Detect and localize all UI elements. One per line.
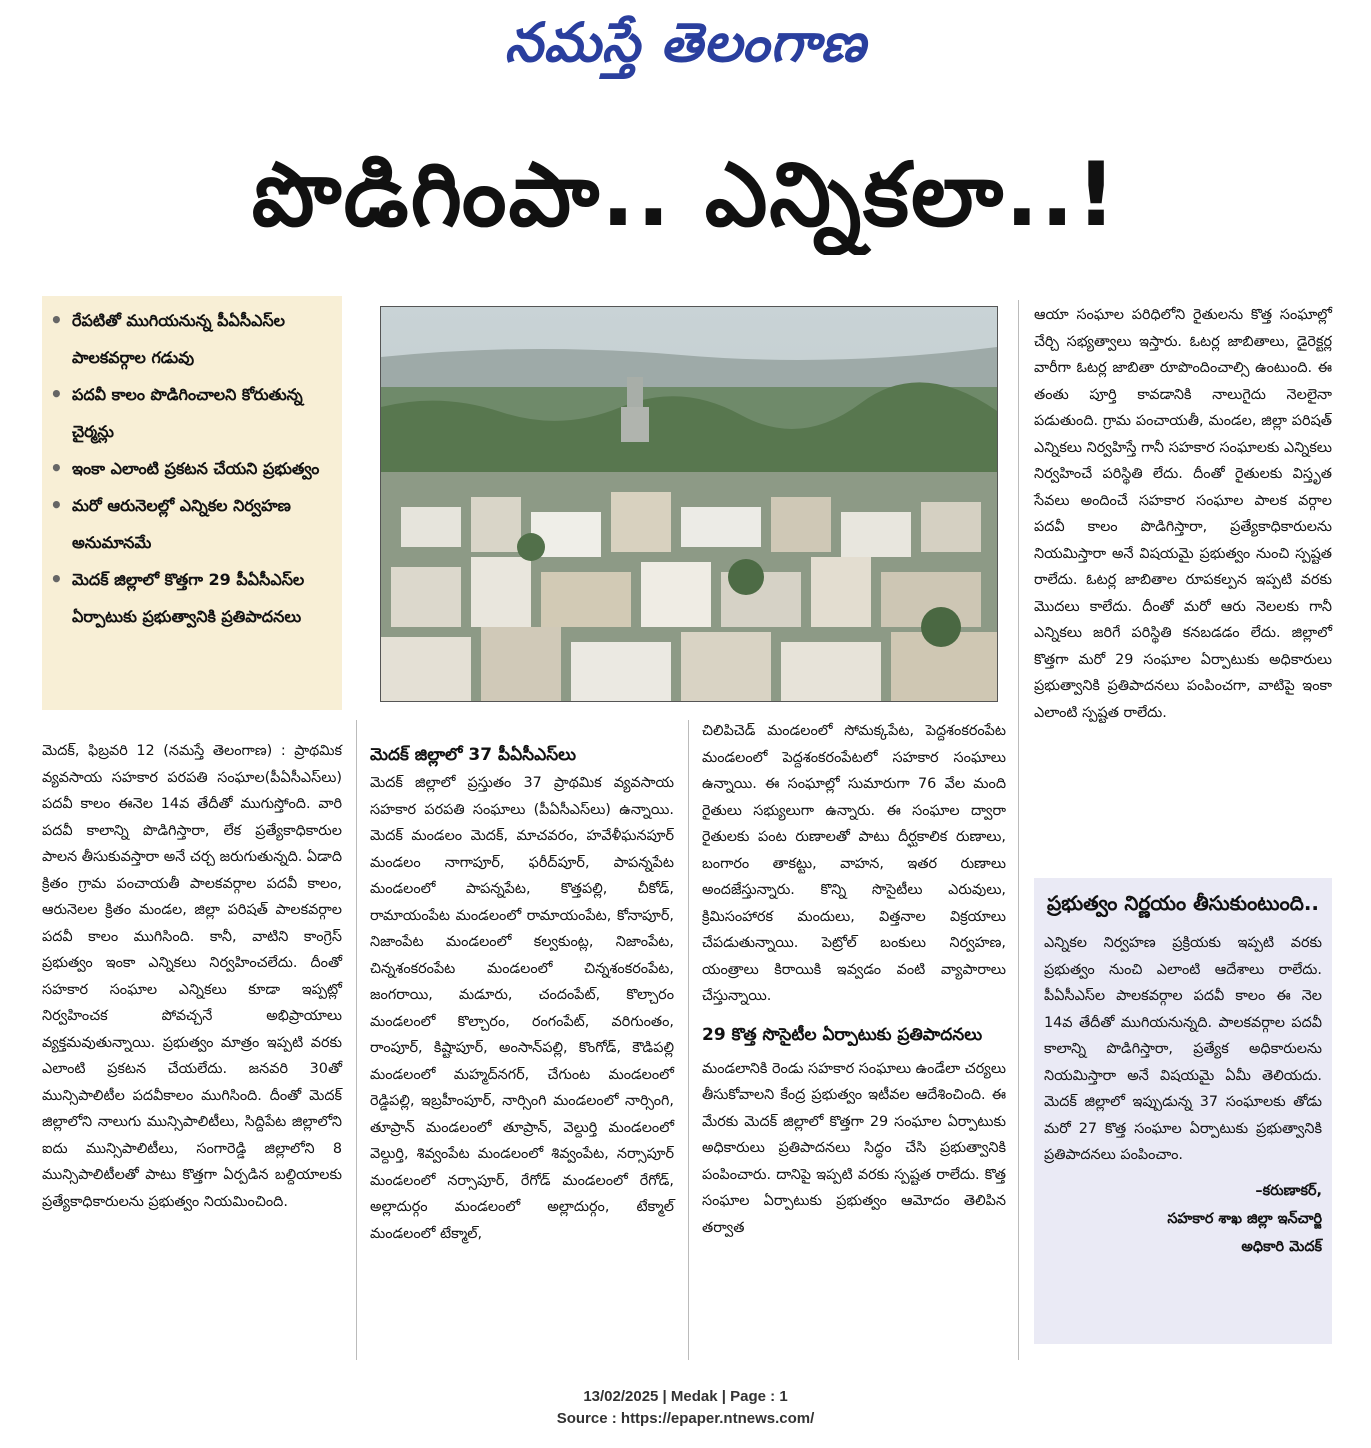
subheading: మెదక్‌ జిల్లాలో 37 పీఏసీఎస్‌లు [370, 745, 577, 765]
footer-source-link[interactable]: Source : https://epaper.ntnews.com/ [556, 1410, 815, 1427]
highlight-item: • పదవీ కాలం పొడిగించాలని కోరుతున్న చైర్మన్లు [48, 376, 336, 450]
highlight-item: • మరో ఆరునెలల్లో ఎన్నికల నిర్వహణ అనుమానమే [48, 487, 336, 561]
page-footer [0, 1386, 1371, 1430]
quote-box [1034, 878, 1332, 1344]
medak-town-image [381, 307, 997, 701]
column-divider [356, 720, 357, 1360]
article-column-4 [1034, 302, 1332, 726]
article-paragraph: చిలిపిచెడ్‌ మండలంలో సోమక్కపేట, పెద్దశంకరంపేట మండలంలో పెద్దశంకరంపేటలో సహకార సంఘాలు ఉన్నాయి. ఈ సంఘాల్లో సుమారుగా 76 వేల మంది రైతులు సభ్యులుగా ఉన్నారు. ఈ సంఘాల ద్వారా రైతులకు పంట రుణాలతో పాటు దీర్ఘకాలిక రుణాలు, బంగారం తాకట్టు, వాహన, ఇతర రుణాలు అందజేస్తున్నారు. కొన్ని సొసైటీలు ఎరువులు, క్రిమిసంహారక మందులు, విత్తనాల విక్రయాలు చేపడుతున్నాయి. పెట్రోల్‌ బంకులు నిర్వహణ, యంత్రాలు కిరాయికి ఇవ్వడం వంటి వ్యాపారాలు చేస్తున్నాయి. [702, 723, 1006, 1004]
article-paragraph: మెదక్‌ జిల్లాలో ప్రస్తుతం 37 ప్రాథమిక వ్యవసాయ సహకార పరపతి సంఘాలు (పీఏసీఎస్‌లు) ఉన్నాయి. మెదక్‌ మండలం మెదక్‌, మాచవరం, హవేళీఘనపూర్‌ మండలం నాగాపూర్‌, ఫరీద్‌పూర్‌, పాపన్నపేట మండలంలో పాపన్నపేట, కొత్తపల్లి, చీకోడ్‌, రామాయంపేట మండలంలో రామాయంపేట, కోనాపూర్‌, నిజాంపేట మండలంలో కల్వకుంట్ల, నిజాంపేట, చిన్నశంకరంపేట మండలంలో చిన్నశంకరంపేట, జంగరాయి, మడూరు, చందంపేట్‌, కొల్చారం మండలంలో కొల్చారం, రంగంపేట్‌, వరిగుంతం, రాంపూర్‌, కిష్టాపూర్‌, అంసాన్‌పల్లి, కొంగోడ్‌, కౌడిపల్లి మండలంలో మహ్మద్‌నగర్‌, చేగుంట మండలంలో రెడ్డిపల్లి, ఇబ్రహీంపూర్‌, నార్సింగి మండలంలో నార్సింగి, తూప్రాన్‌ మండలంలో తూప్రాన్‌, వెల్దుర్తి మండలంలో వెల్దుర్తి, శివ్వంపేట మండలంలో శివ్వంపేట, నర్సాపూర్‌ మండలంలో నర్సాపూర్‌, రేగోడ్‌ మండలంలో రేగోడ్‌, అల్లాదుర్గం మండలంలో అల్లాదుర్గం, టేక్మాల్‌ మండలంలో టేక్మాల్‌, [370, 775, 674, 1242]
column-divider [688, 720, 689, 1360]
quote-signature-office: అధికారి మెదక్‌ [1241, 1238, 1322, 1255]
highlight-item: • ఇంకా ఎలాంటి ప్రకటన చేయని ప్రభుత్వం [48, 450, 336, 487]
headline: పొడిగింపా.. ఎన్నికలా..! [251, 143, 1119, 246]
highlights-box [42, 296, 342, 710]
highlight-item: • మెదక్‌ జిల్లాలో కొత్తగా 29 పీఏసీఎస్‌ల ఏర్పాటుకు ప్రభుత్వానికి ప్రతిపాదనలు [48, 561, 336, 635]
highlight-item: • రేపటితో ముగియనున్న పీఏసీఎస్‌ల పాలకవర్గాల గడువు [48, 302, 336, 376]
bullet-icon: • [50, 382, 63, 406]
town-photo [380, 306, 998, 702]
bullet-icon: • [50, 456, 63, 480]
bullet-icon: • [50, 493, 63, 517]
article-column-2 [370, 740, 674, 1247]
article-column-3 [702, 718, 1006, 1241]
article-paragraph: మెదక్‌, ఫిబ్రవరి 12 (నమస్తే తెలంగాణ) : ప్రాథమిక వ్యవసాయ సహకార పరపతి సంఘాల(పీఏసీఎస్‌లు) పదవీ కాలం ఈనెల 14వ తేదీతో ముగుస్తోంది. వారి పదవీ కాలాన్ని పొడిగిస్తారా, లేక ప్రత్యేకాధికారుల పాలన తీసుకువస్తారా అనే చర్చ జరుగుతున్నది. ఏడాది క్రితం గ్రామ పంచాయతీ పాలకవర్గాల పదవీ కాలం, ఆరునెలల క్రితం మండల, జిల్లా పరిషత్‌ పాలకవర్గాల పదవీ కాలం ముగిసింది. కానీ, వాటిని కాంగ్రెస్‌ ప్రభుత్వం ఇంకా ఎన్నికలు నిర్వహించలేదు. దీంతో సహకార సంఘాల ఎన్నికలు కూడా ఇప్పట్లో నిర్వహించక పోవచ్చనే అభిప్రాయాలు వ్యక్తమవుతున్నాయి. ప్రభుత్వం మాత్రం ఇప్పటి వరకు ఎలాంటి ప్రకటన చేయలేదు. జనవరి 30తో మున్సిపాలిటీల పదవీకాలం ముగిసింది. దీంతో మెదక్‌ జిల్లాలోని నాలుగు మున్సిపాలిటీలు, సిద్దిపేట జిల్లాలోని ఐదు మున్సిపాలిటీలు, సంగారెడ్డి జిల్లాలోని 8 మున్సిపాలిటీలతో పాటు కొత్తగా ఏర్పడిన బల్దియాలకు ప్రత్యేకాధికారులను ప్రభుత్వం నియమించింది. [42, 743, 342, 1210]
masthead-logo: నమస్తే తెలంగాణ [504, 11, 867, 74]
subheading: 29 కొత్త సొసైటీల ఏర్పాటుకు ప్రతిపాదనలు [702, 1024, 983, 1045]
article-column-1 [42, 738, 342, 1215]
quote-signature-title: సహకార శాఖ జిల్లా ఇన్‌చార్జి [1167, 1210, 1322, 1227]
article-paragraph: మండలానికి రెండు సహకార సంఘాలు ఉండేలా చర్యలు తీసుకోవాలని కేంద్ర ప్రభుత్వం ఇటీవల ఆదేశించింది. ఈ మేరకు మెదక్‌ జిల్లాలో కొత్తగా 29 సంఘాల ఏర్పాటుకు అధికారులు ప్రతిపాదనలు సిద్ధం చేసి ప్రభుత్వానికి పంపించారు. దానిపై ఇప్పటి వరకు స్పష్టత రాలేదు. కొత్త సంఘాల ఏర్పాటుకు ప్రభుత్వం ఆమోదం తెలిపిన తర్వాత [702, 1060, 1006, 1236]
article-paragraph: ఆయా సంఘాల పరిధిలోని రైతులను కొత్త సంఘాల్లో చేర్చి సభ్యత్వాలు ఇస్తారు. ఓటర్ల జాబితాలు, డైరెక్టర్ల వారీగా ఓటర్ల జాబితా రూపొందించాల్సి ఉంటుంది. ఈ తంతు పూర్తి కావడానికి నాలుగైదు నెలలైనా పడుతుంది. గ్రామ పంచాయతీ, మండల, జిల్లా పరిషత్‌ ఎన్నికలు నిర్వహిస్తే గానీ సహకార సంఘాలకు ఎన్నికలు నిర్వహించే పరిస్థితి లేదు. దీంతో రైతులకు విస్తృత సేవలు అందించే సహకార సంఘాల పాలక వర్గాల పదవీ కాలం పొడిగిస్తారా, ప్రత్యేకాధికారులను నియమిస్తారా అనే విషయమై ప్రభుత్వం నుంచి స్పష్టత రాలేదు. ఓటర్ల జాబితాల రూపకల్పన ఇప్పటి వరకు మొదలు కాలేదు. దీంతో మరో ఆరు నెలలకు గానీ ఎన్నికలు జరిగే పరిస్థితి కనబడడం లేదు. జిల్లాలో కొత్తగా మరో 29 సంఘాల ఏర్పాటుకు అధికారులు ప్రభుత్వానికి ప్రతిపాదనలు పంపించగా, వాటిపై ఇంకా ఎలాంటి స్పష్టత రాలేదు. [1034, 307, 1332, 721]
quote-signature-name: –కరుణాకర్‌, [1255, 1182, 1322, 1199]
quote-title: ప్రభుత్వం నిర్ణయం తీసుకుంటుంది.. [1046, 891, 1320, 915]
bullet-icon: • [50, 308, 63, 332]
footer-date-line: 13/02/2025 | Medak | Page : 1 [583, 1388, 788, 1405]
bullet-icon: • [50, 567, 63, 591]
column-divider [1018, 300, 1019, 1360]
quote-body: ఎన్నికల నిర్వహణ ప్రక్రియకు ఇప్పటి వరకు ప్రభుత్వం నుంచి ఎలాంటి ఆదేశాలు రాలేదు. పీఏసీఎస్‌ల పాలకవర్గాల పదవీ కాలం ఈ నెల 14వ తేదీతో ముగియనున్నది. పాలకవర్గాల పదవీ కాలాన్ని పొడిగిస్తారా, ప్రత్యేక అధికారులను నియమిస్తారా అనే విషయమై ఏమీ తెలియదు. మెదక్‌ జిల్లాలో ఇప్పుడున్న 37 సంఘాలకు తోడు మరో 27 కొత్త సంఘాల ఏర్పాటుకు ప్రభుత్వానికి ప్రతిపాదనలు పంపించాం. [1044, 935, 1322, 1163]
